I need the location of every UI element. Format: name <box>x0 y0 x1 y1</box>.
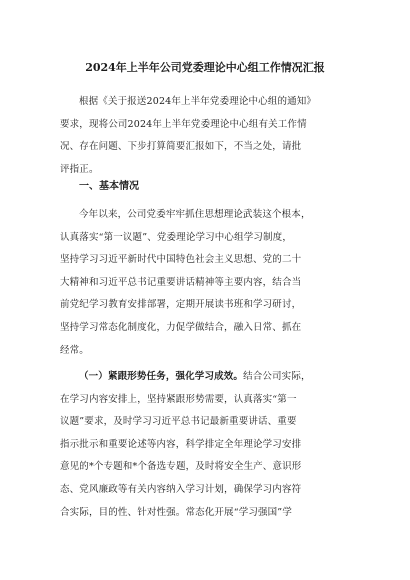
section-heading-basic: 一、基本情况 <box>79 181 139 192</box>
text-line: 指示批示和重要论述等内容，科学排定全年理论学习安排 <box>60 438 302 450</box>
subsection-heading: （一）紧跟形势任务，强化学习成效。 <box>79 371 244 382</box>
document-title: 2024年上半年公司党委理论中心组工作情况汇报 <box>85 61 325 74</box>
text-line: 根据《关于报送2024年上半年党委理论中心组的通知》 <box>79 96 317 107</box>
text-line: 坚持学习习近平新时代中国特色社会主义思想、党的二十 <box>60 254 302 266</box>
text-line: 评指正。 <box>60 163 99 175</box>
text-line: 坚持学习常态化制度化，力促学做结合，融入日常、抓在 <box>60 321 302 333</box>
text-line: 合实际，目的性、针对性强。常态化开展“学习强国”学 <box>60 506 292 518</box>
text-line: 况、存在问题、下步打算简要汇报如下，不当之处，请批 <box>60 141 302 153</box>
text-line: 在学习内容安排上，坚持紧跟形势需要，认真落实“第一 <box>60 393 297 405</box>
text-line <box>60 366 352 389</box>
text-line: 认真落实“第一议题”、党委理论学习中心组学习制度， <box>60 231 292 243</box>
text-line: 要求，现将公司2024年上半年党委理论中心组有关工作情 <box>60 118 307 130</box>
subsection-lead-text: 结合公司实际， <box>243 371 311 382</box>
basic-situation-paragraph <box>60 204 352 362</box>
text-line: 今年以来，公司党委牢牢抓住思想理论武装这个根本， <box>79 209 311 220</box>
subsection-paragraph <box>60 366 352 524</box>
text-line: 态、党风廉政等有关内容纳入学习计划，确保学习内容符 <box>60 483 302 495</box>
intro-paragraph <box>60 91 352 181</box>
text-line: 经常。 <box>60 344 89 356</box>
text-line: 意见的*个专题和*个备选专题，及时将安全生产、意识形 <box>60 461 302 473</box>
text-line: 议题”要求，及时学习习近平总书记最新重要讲话、重要 <box>60 416 297 428</box>
text-line: 前党纪学习教育安排部署，定期开展读书班和学习研讨， <box>60 299 302 311</box>
text-line: 大精神和习近平总书记重要讲话精神等主要内容，结合当 <box>60 276 302 288</box>
